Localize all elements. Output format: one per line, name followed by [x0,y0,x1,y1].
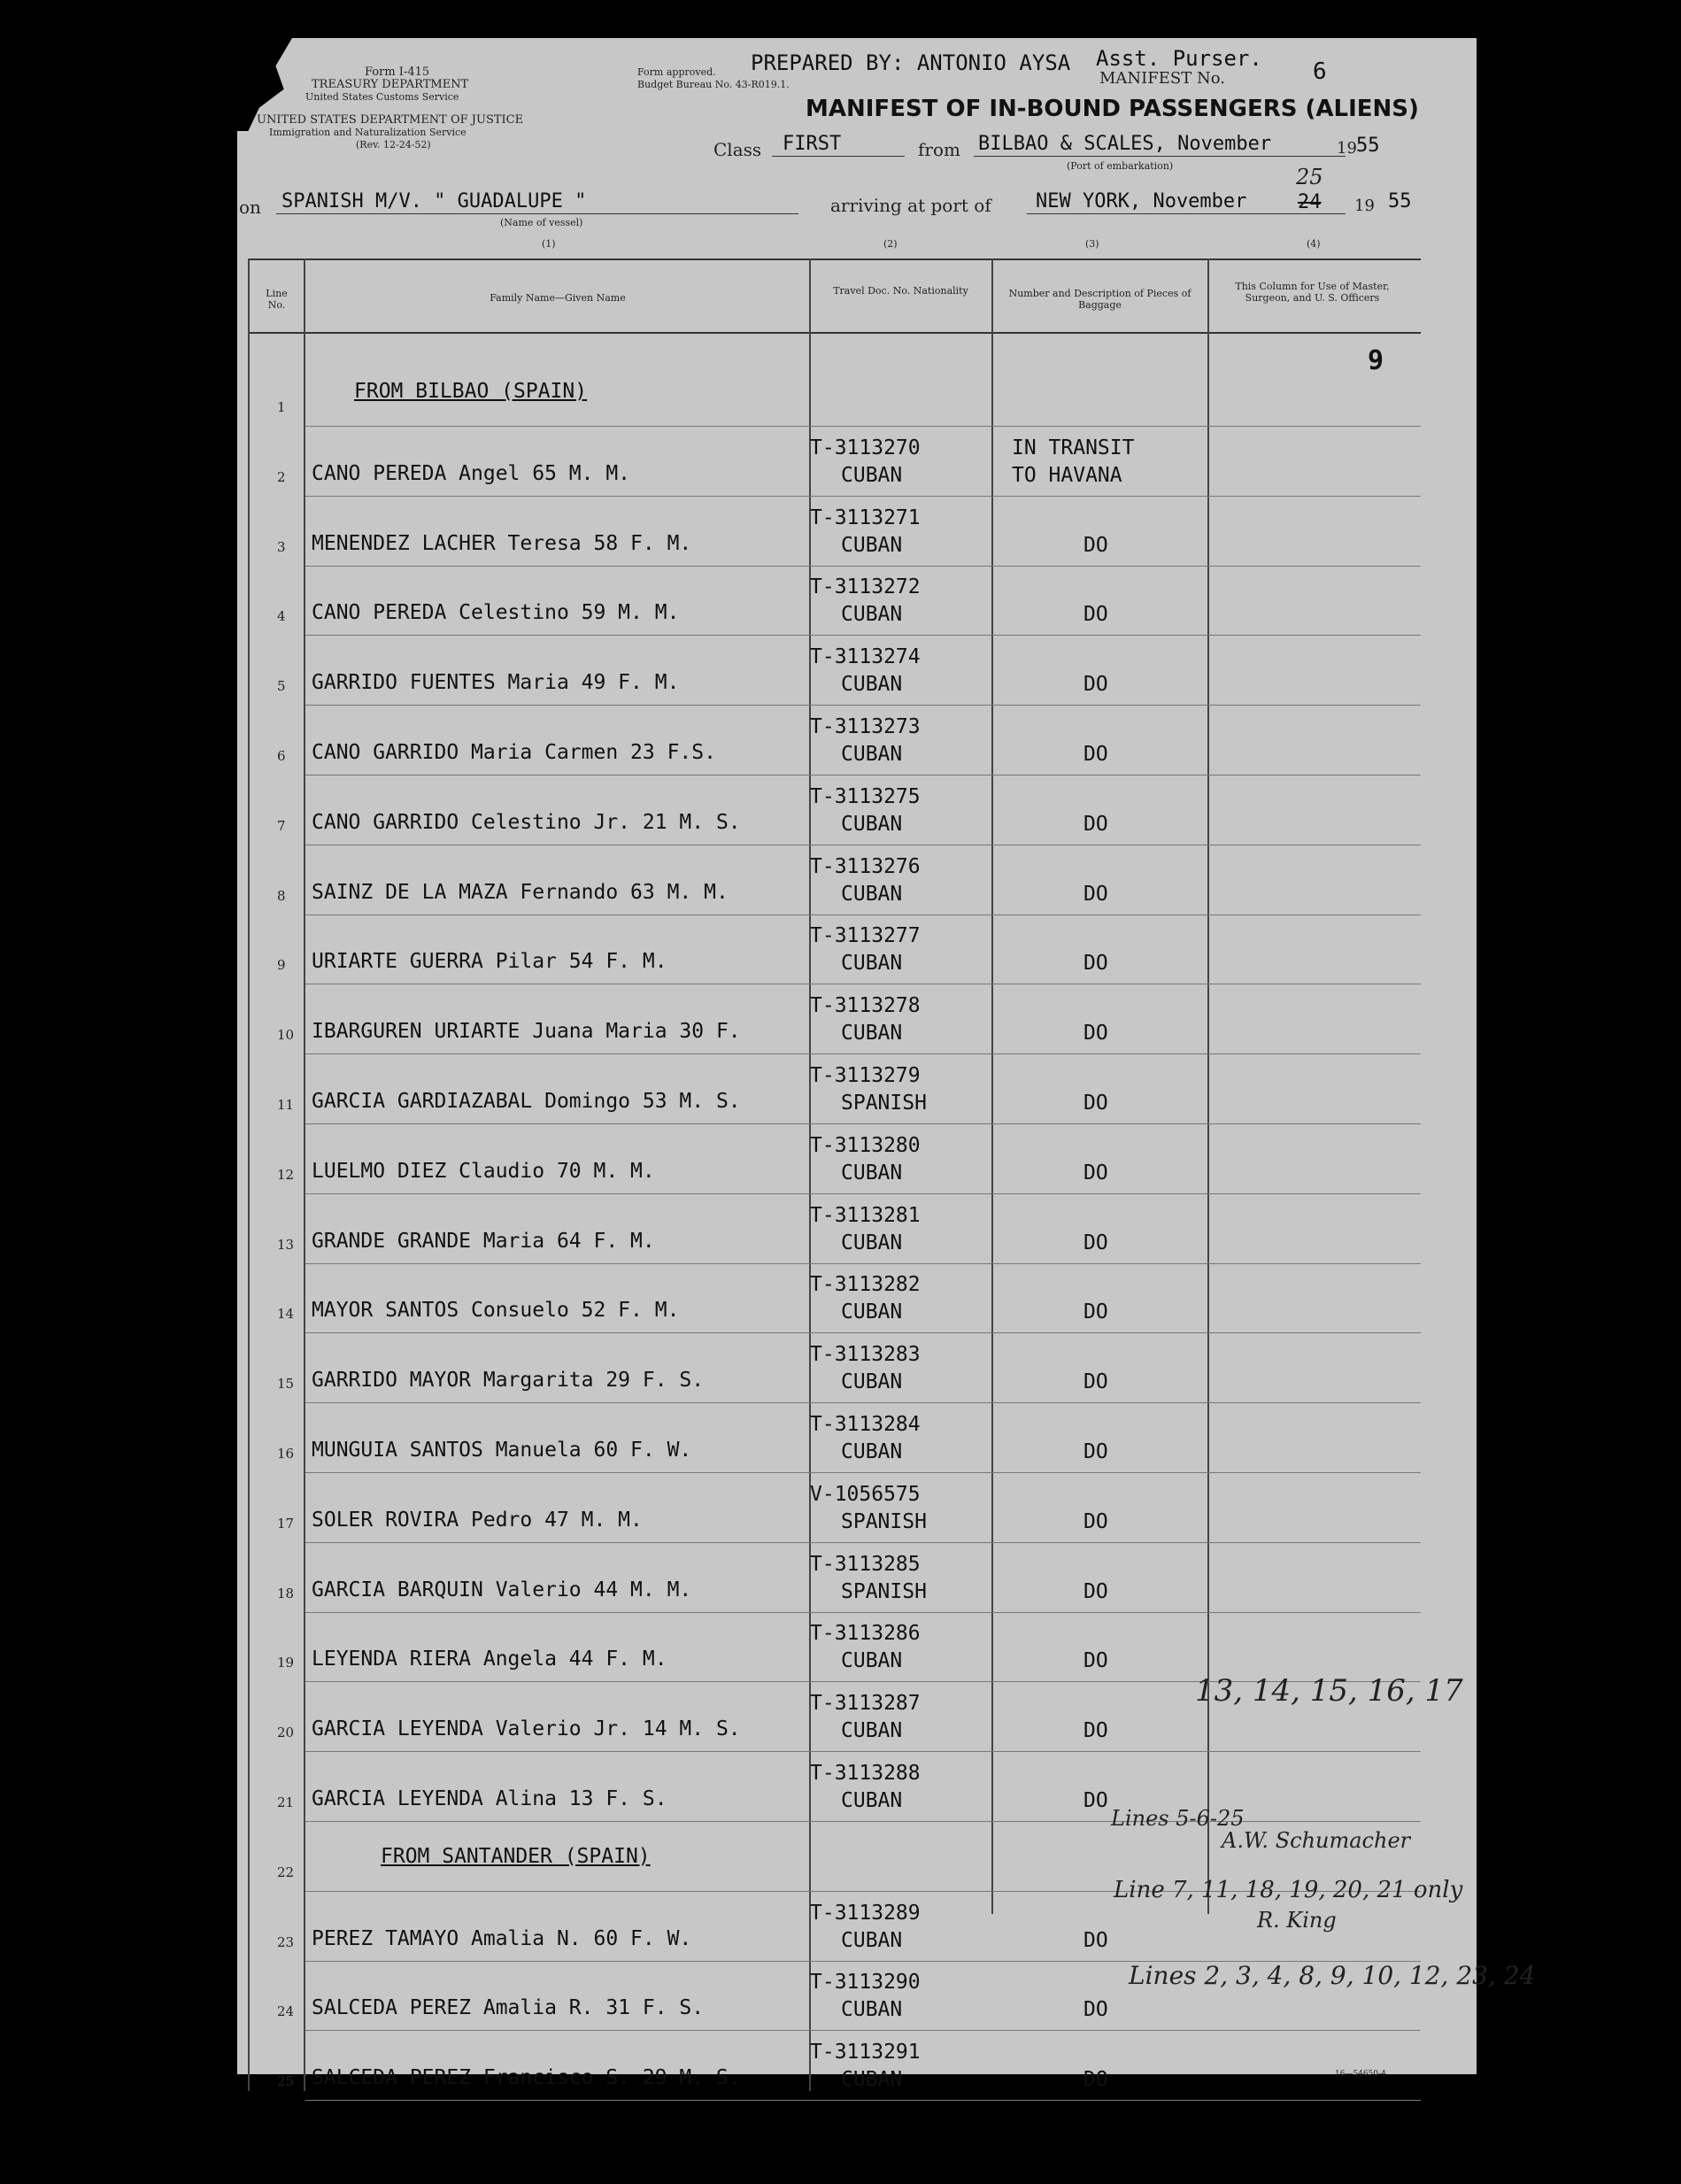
treasury-dept: TREASURY DEPARTMENT [312,78,469,91]
passenger-name: MAYOR SANTOS Consuelo 52 F. M. [312,1299,680,1323]
table-row [0,847,1681,917]
nationality: CUBAN [841,1300,903,1324]
nationality: SPANISH [841,1092,927,1115]
row-divider [305,496,1421,497]
nationality: CUBAN [841,603,903,627]
asst-purser: Asst. Purser. [1096,46,1262,71]
table-row [0,637,1681,707]
passenger-name: URIARTE GUERRA Pilar 54 F. M. [312,950,667,974]
baggage: DO [1083,1231,1108,1254]
class-label: Class [713,139,762,160]
form-approved: Form approved. [637,66,716,78]
nationality: CUBAN [841,1649,903,1673]
vessel-name: SPANISH M/V. " GUADALUPE " [281,190,587,212]
passenger-name: SALCEDA PEREZ Amalia R. 31 F. S. [312,1996,705,2020]
line-number: 4 [277,608,286,625]
nationality: CUBAN [841,743,903,766]
table-row [0,986,1681,1056]
baggage: DO [1083,1719,1108,1743]
justice-dept: UNITED STATES DEPARTMENT OF JUSTICE [257,113,524,127]
handwritten-lines-5-6-25: Lines 5-6-25 [1111,1806,1245,1831]
travel-doc-number: V-1056575 [810,1482,921,1506]
nationality: CUBAN [841,1928,903,1952]
travel-doc-number: T-3113277 [810,924,921,948]
footer-code: 16—54650-4 [1335,2070,1386,2079]
travel-doc-number: T-3113272 [810,575,921,599]
passenger-name: LUELMO DIEZ Claudio 70 M. M. [312,1159,655,1183]
handwritten-lines-2-3-4: Lines 2, 3, 4, 8, 9, 10, 12, 23, 24 [1129,1961,1536,1990]
line-number: 11 [277,1097,295,1113]
travel-doc-number: T-3113276 [810,854,921,878]
table-row [0,1335,1681,1405]
manifest-no-label: MANIFEST No. [1099,69,1225,88]
line-number: 16 [277,1446,295,1462]
line-number: 2 [277,468,286,485]
table-row [0,916,1681,986]
line-number: 19 [277,1655,295,1671]
handwritten-signature-schumacher: A.W. Schumacher [1222,1828,1411,1853]
line-number: 21 [277,1794,295,1810]
nationality: CUBAN [841,1440,903,1463]
table-row [0,777,1681,847]
col-header-doc: Travel Doc. No. Nationality [833,285,968,297]
line-number: 10 [277,1027,295,1044]
baggage: DO [1083,882,1108,906]
arrival-day-struck: 24 [1298,191,1322,213]
port-embark-note: (Port of embarkation) [1067,160,1174,172]
arrival-port: NEW YORK, November [1036,190,1247,212]
baggage: DO [1083,1022,1108,1046]
passenger-name: CANO PEREDA Celestino 59 M. M. [312,601,680,625]
row-divider [305,705,1421,706]
nationality: CUBAN [841,1789,903,1812]
line-number: 20 [277,1725,295,1741]
col-header-line-no: Line No. [266,288,288,311]
passenger-name: CANO GARRIDO Maria Carmen 23 F.S. [312,741,716,764]
table-row [0,1056,1681,1126]
table-row [0,1475,1681,1545]
table-row [0,567,1681,637]
row-divider [305,1193,1421,1194]
travel-doc-number: T-3113281 [810,1203,921,1227]
baggage: DO [1083,1161,1108,1185]
nationality: CUBAN [841,882,903,906]
table-row [0,1265,1681,1335]
handwritten-lines-13-17: 13, 14, 15, 16, 17 [1195,1673,1463,1709]
arrival-year-prefix: 19 [1354,197,1375,215]
travel-doc-number: T-3113271 [810,505,921,529]
baggage: DO [1083,1928,1108,1952]
from-port: BILBAO & SCALES, November [978,133,1272,155]
table-row [0,1196,1681,1266]
nationality: CUBAN [841,463,903,487]
travel-doc-number: T-3113280 [810,1133,921,1157]
officer-mark: 9 [1368,345,1384,376]
passenger-name: SALCEDA PEREZ Francisco S. 29 M. S. [312,2066,741,2090]
row-divider [305,1402,1421,1403]
travel-doc-number: T-3113285 [810,1552,921,1576]
travel-doc-number: T-3113283 [810,1343,921,1367]
binder-hole [178,232,215,269]
baggage: DO [1083,812,1108,836]
passenger-name: IBARGUREN URIARTE Juana Maria 30 F. [312,1020,741,1044]
passenger-name: FROM SANTANDER (SPAIN) [381,1844,651,1868]
line-number: 6 [277,748,286,764]
nationality: CUBAN [841,1719,903,1743]
nationality: CUBAN [841,673,903,697]
baggage: DO [1083,1649,1108,1673]
baggage: DO [1083,2068,1108,2092]
col-num-2: (2) [883,238,898,250]
travel-doc-number: T-3113279 [810,1064,921,1087]
row-divider [305,1332,1421,1333]
table-row [0,2033,1681,2103]
ins-service: Immigration and Naturalization Service [269,127,467,138]
col-header-officers: This Column for Use of Master, Surgeon, and U. S. Officers [1235,281,1390,304]
baggage: DO [1083,1509,1108,1533]
travel-doc-number: T-3113284 [810,1413,921,1436]
passenger-name: CANO PEREDA Angel 65 M. M. [312,461,631,485]
form-number: Form I-415 [365,66,430,79]
line-number: 17 [277,1515,295,1532]
line-number: 24 [277,2003,295,2020]
row-divider [305,566,1421,567]
from-year: 55 [1356,135,1380,157]
travel-doc-number: T-3113275 [810,784,921,808]
travel-doc-number: T-3113273 [810,715,921,738]
line-number: 23 [277,1933,295,1950]
nationality: CUBAN [841,812,903,836]
baggage: TO HAVANA [1012,463,1122,487]
line-number: 15 [277,1376,295,1393]
nationality: CUBAN [841,533,903,557]
passenger-name: PEREZ TAMAYO Amalia N. 60 F. W. [312,1926,692,1950]
table-row [0,1894,1681,1964]
form-revision: (Rev. 12-24-52) [356,139,431,150]
from-year-prefix: 19 [1337,139,1357,158]
travel-doc-number: T-3113282 [810,1273,921,1297]
vessel-note: (Name of vessel) [500,217,583,228]
baggage: DO [1083,673,1108,697]
line-number: 12 [277,1166,295,1183]
row-divider [305,2100,1421,2101]
nationality: SPANISH [841,1509,927,1533]
row-divider [305,426,1421,427]
arriving-label: arriving at port of [830,195,991,216]
binder-hole [178,319,215,356]
travel-doc-number: T-3113286 [810,1622,921,1646]
passenger-name: SOLER ROVIRA Pedro 47 M. M. [312,1508,643,1532]
passenger-name: SAINZ DE LA MAZA Fernando 63 M. M. [312,880,729,904]
table-row [0,1126,1681,1196]
line-number: 25 [277,2073,295,2090]
col-num-4: (4) [1307,238,1321,250]
row-divider [305,1263,1421,1264]
nationality: CUBAN [841,952,903,976]
baggage: DO [1083,1300,1108,1324]
passenger-name: GARCIA LEYENDA Valerio Jr. 14 M. S. [312,1717,741,1741]
line-number: 1 [277,399,286,415]
row-divider [305,1123,1421,1124]
line-number: 14 [277,1306,295,1323]
table-row [0,428,1681,498]
row-divider [305,1472,1421,1473]
baggage: DO [1083,1370,1108,1394]
arrival-day-corrected: 25 [1296,165,1323,189]
baggage-note: IN TRANSIT [1012,436,1135,459]
baggage: DO [1083,1789,1108,1812]
line-number: 8 [277,887,286,904]
row-divider [305,1751,1421,1752]
travel-doc-number: T-3113291 [810,2041,921,2064]
col-header-baggage: Number and Description of Pieces of Baggage [1008,288,1191,311]
nationality: CUBAN [841,1022,903,1046]
travel-doc-number: T-3113278 [810,994,921,1018]
col-header-name: Family Name—Given Name [490,292,626,304]
col-num-1: (1) [542,238,556,250]
line-number: 18 [277,1585,295,1601]
nationality: CUBAN [841,1161,903,1185]
from-label: from [918,139,960,160]
baggage: DO [1083,533,1108,557]
passenger-name: GARCIA BARQUIN Valerio 44 M. M. [312,1578,692,1601]
baggage: DO [1083,1579,1108,1603]
table-row [0,359,1681,428]
on-label: on [239,197,261,218]
manifest-title: MANIFEST OF IN-BOUND PASSENGERS (ALIENS) [806,96,1419,122]
baggage: DO [1083,952,1108,976]
travel-doc-number: T-3113289 [810,1901,921,1925]
budget-bureau: Budget Bureau No. 43-R019.1. [637,79,790,90]
passenger-name: MENENDEZ LACHER Teresa 58 F. M. [312,531,692,555]
row-divider [305,1821,1421,1822]
row-divider [305,2030,1421,2031]
passenger-name: GRANDE GRANDE Maria 64 F. M. [312,1229,655,1253]
nationality: CUBAN [841,1231,903,1254]
handwritten-line-7-11: Line 7, 11, 18, 19, 20, 21 only [1114,1877,1463,1903]
passenger-name: FROM BILBAO (SPAIN) [354,380,588,403]
nationality: CUBAN [841,2068,903,2092]
baggage: DO [1083,743,1108,766]
passenger-name: GARRIDO FUENTES Maria 49 F. M. [312,671,680,695]
table-row [0,1405,1681,1475]
nationality: SPANISH [841,1579,927,1603]
row-divider [305,635,1421,636]
handwritten-signature-king: R. King [1257,1908,1337,1933]
passenger-name: GARRIDO MAYOR Margarita 29 F. S. [312,1369,705,1393]
line-number: 3 [277,538,286,555]
row-divider [305,1053,1421,1054]
table-row [0,707,1681,777]
passenger-name: CANO GARRIDO Celestino Jr. 21 M. S. [312,810,741,834]
row-divider [305,1612,1421,1613]
customs-service: United States Customs Service [305,91,459,103]
line-number: 22 [277,1864,295,1880]
nationality: CUBAN [841,1998,903,2022]
baggage: DO [1083,1092,1108,1115]
arrival-year: 55 [1388,190,1412,212]
passenger-name: GARCIA GARDIAZABAL Domingo 53 M. S. [312,1090,741,1113]
col-num-3: (3) [1085,238,1099,250]
travel-doc-number: T-3113290 [810,1971,921,1995]
baggage: DO [1083,603,1108,627]
line-number: 13 [277,1236,295,1253]
travel-doc-number: T-3113274 [810,645,921,669]
line-number: 9 [277,957,286,974]
travel-doc-number: T-3113288 [810,1762,921,1785]
baggage: DO [1083,1440,1108,1463]
nationality: CUBAN [841,1370,903,1394]
table-row [0,1754,1681,1824]
class-value: FIRST [783,133,842,155]
table-row [0,1545,1681,1615]
row-divider [305,1542,1421,1543]
travel-doc-number: T-3113287 [810,1692,921,1716]
passenger-name: MUNGUIA SANTOS Manuela 60 F. W. [312,1439,692,1462]
passenger-name: GARCIA LEYENDA Alina 13 F. S. [312,1787,667,1810]
line-number: 5 [277,678,286,695]
passenger-name: LEYENDA RIERA Angela 44 F. M. [312,1648,667,1671]
baggage: DO [1083,1998,1108,2022]
travel-doc-number: T-3113270 [810,436,921,459]
row-divider [305,775,1421,776]
manifest-number: 6 [1313,58,1327,85]
table-row [0,498,1681,568]
prepared-by: PREPARED BY: ANTONIO AYSA [751,50,1071,75]
line-number: 7 [277,817,286,834]
